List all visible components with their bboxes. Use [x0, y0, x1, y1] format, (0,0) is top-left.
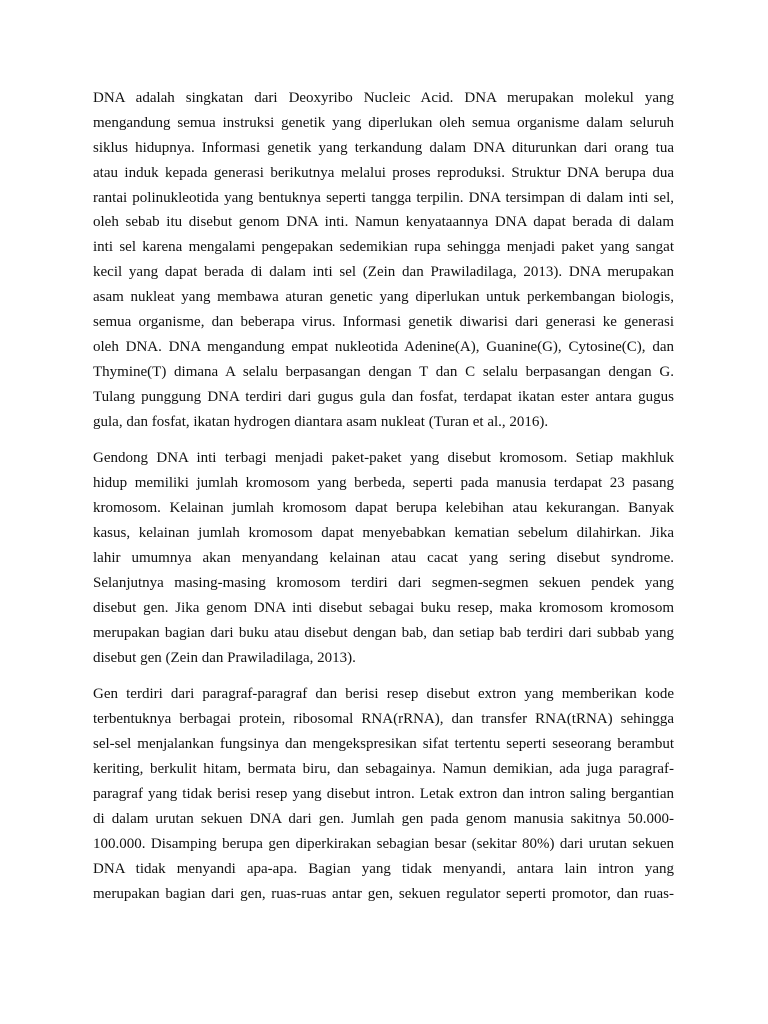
text-line: paragraf yang tidak berisi resep yang disebut intron. Letak extron dan intron saling bergantian — [93, 786, 674, 803]
paragraph-chromosome — [93, 446, 674, 670]
text-line: kasus, kelainan jumlah kromosom dapat menyebabkan kematian sebelum dilahirkan. Jika — [93, 525, 674, 542]
text-line: oleh sebab itu disebut genom DNA inti. Namun kenyataannya DNA dapat berada di dalam — [93, 214, 674, 231]
text-line: gula, dan fosfat, ikatan hydrogen diantara asam nukleat (Turan et al., 2016). — [93, 413, 549, 430]
text-line: semua organisme, dan beberapa virus. Informasi genetik diwarisi dari generasi ke generasi — [93, 314, 674, 331]
text-line: Tulang punggung DNA terdiri dari gugus gula dan fosfat, terdapat ikatan ester antara gugus — [93, 388, 674, 405]
paragraph-dna-definition — [93, 86, 674, 434]
text-line: kromosom. Kelainan jumlah kromosom dapat berupa kelebihan atau kekurangan. Banyak — [93, 500, 674, 517]
text-line: Gen terdiri dari paragraf-paragraf dan berisi resep disebut extron yang memberikan kode — [93, 686, 674, 703]
text-line: Selanjutnya masing-masing kromosom terdiri dari segmen-segmen sekuen pendek yang — [93, 574, 674, 591]
text-line: oleh DNA. DNA mengandung empat nukleotida Adenine(A), Guanine(G), Cytosine(C), dan — [93, 338, 674, 355]
text-line: rantai polinukleotida yang bentuknya seperti tangga terpilin. DNA tersimpan di dalam inti sel, — [93, 189, 674, 206]
text-line: disebut gen. Jika genom DNA inti disebut sebagai buku resep, maka kromosom kromosom — [93, 599, 674, 616]
text-line: Thymine(T) dimana A selalu berpasangan dengan T dan C selalu berpasangan dengan G. — [93, 363, 674, 380]
text-line: mengandung semua instruksi genetik yang diperlukan oleh semua organisme dalam seluruh — [93, 114, 674, 131]
text-line: keriting, berkulit hitam, bermata biru, dan sebagainya. Namun demikian, ada juga paragraf- — [93, 761, 674, 778]
paragraph-gene — [93, 682, 674, 906]
document-page — [93, 86, 674, 919]
text-line: Gendong DNA inti terbagi menjadi paket-paket yang disebut kromosom. Setiap makhluk — [93, 450, 674, 467]
text-line: siklus hidupnya. Informasi genetik yang terkandung dalam DNA diturunkan dari orang tua — [93, 139, 674, 156]
text-line: inti sel karena mengalami pengepakan sedemikian rupa sehingga menjadi paket yang sangat — [93, 239, 674, 256]
text-line: asam nukleat yang membawa aturan genetic yang diperlukan untuk perkembangan biologis, — [93, 289, 674, 306]
text-line: hidup memiliki jumlah kromosom yang berbeda, seperti pada manusia terdapat 23 pasang — [93, 475, 674, 492]
text-line: atau induk kepada generasi berikutnya melalui proses reproduksi. Struktur DNA berupa dua — [93, 164, 674, 181]
text-line: 100.000. Disamping berupa gen diperkirakan sebagian besar (sekitar 80%) dari urutan sekuen — [93, 835, 674, 852]
text-line: DNA tidak menyandi apa-apa. Bagian yang tidak menyandi, antara lain intron yang — [93, 860, 674, 877]
text-line: sel-sel menjalankan fungsinya dan mengekspresikan sifat tertentu seperti seseorang berambut — [93, 736, 674, 753]
text-line: DNA adalah singkatan dari Deoxyribo Nucleic Acid. DNA merupakan molekul yang — [93, 90, 674, 106]
text-line: merupakan bagian dari buku atau disebut dengan bab, dan setiap bab terdiri dari subbab yang — [93, 624, 674, 641]
text-line: disebut gen (Zein dan Prawiladilaga, 2013). — [93, 649, 356, 666]
text-line: merupakan bagian dari gen, ruas-ruas antar gen, sekuen regulator seperti promotor, dan ruas- — [93, 885, 674, 902]
text-line: kecil yang dapat berada di dalam inti sel (Zein dan Prawiladilaga, 2013). DNA merupakan — [93, 264, 674, 281]
text-line: lahir umumnya akan menyandang kelainan atau cacat yang sering disebut syndrome. — [93, 550, 674, 567]
text-line: di dalam urutan sekuen DNA dari gen. Jumlah gen pada genom manusia sakitnya 50.000- — [93, 810, 674, 827]
text-line: terbentuknya berbagai protein, ribosomal RNA(rRNA), dan transfer RNA(tRNA) sehingga — [93, 711, 674, 728]
